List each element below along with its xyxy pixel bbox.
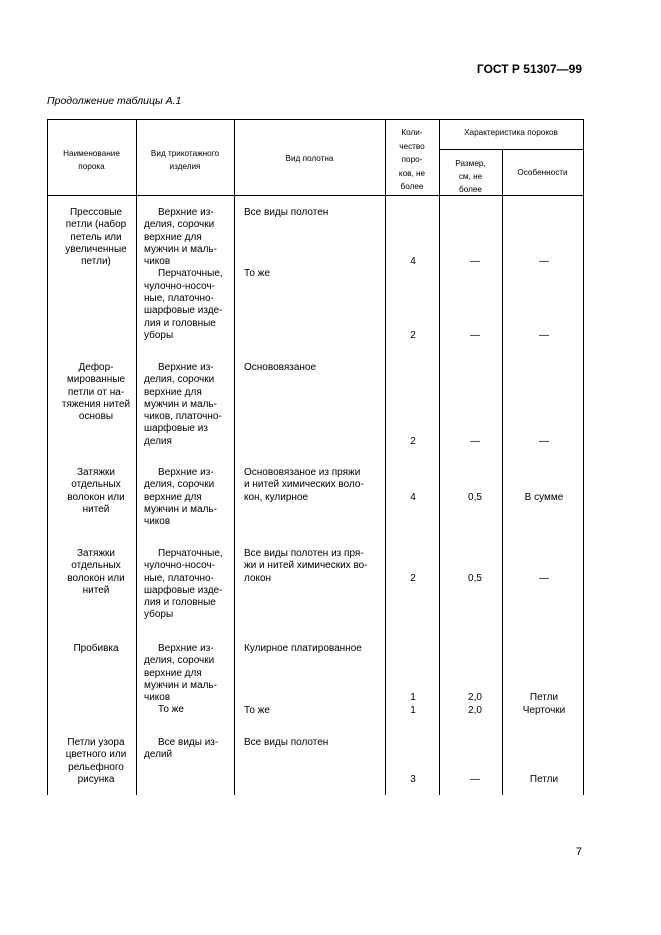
page-number: 7 <box>575 846 582 858</box>
row-count: 4 <box>410 492 416 503</box>
row-size: 0,5 <box>468 573 482 584</box>
row-count: 1 <box>410 692 416 703</box>
row-features: Черточки <box>522 705 566 716</box>
row-features: — <box>539 256 549 267</box>
header-group-divider <box>439 149 584 150</box>
table-left-border <box>47 119 48 795</box>
row-name: Прессовые петли (набор петель или увеличенные петли) <box>65 207 127 268</box>
row-count: 3 <box>410 774 416 785</box>
row-item: Верхние из- делия, сорочки верхние для мужчин и маль- чиков, платочно- шарфовые из делия <box>144 362 222 447</box>
row-count: 2 <box>410 573 416 584</box>
row-size: 2,0 <box>468 705 482 716</box>
row-size: 2,0 <box>468 692 482 703</box>
row-fabric: Кулирное платированное <box>244 643 362 654</box>
row-item: Верхние из- делия, сорочки верхние для мужчин и маль- чиков <box>144 467 217 528</box>
row-features: — <box>539 330 549 341</box>
row-features: В сумме <box>524 492 564 503</box>
header-fabric: Вид полотна <box>285 154 334 163</box>
header-item: Вид трикотажного изделия <box>150 149 220 171</box>
row-fabric: То же <box>244 268 270 279</box>
row-fabric: То же <box>244 705 270 716</box>
header-count: Коли- чество поро- ков, не более <box>398 128 426 191</box>
row-name: Петли узора цветного или рельефного рисунка <box>65 737 127 785</box>
row-features: Петли <box>529 774 559 785</box>
row-fabric: Все виды полотен из пря- жи и нитей химических во- локон <box>244 548 368 584</box>
row-fabric: Основовязаное <box>244 362 317 373</box>
row-size: — <box>470 330 480 341</box>
row-fabric: Все виды полотен <box>244 207 329 218</box>
row-count: 1 <box>410 705 416 716</box>
column-divider-fabric <box>385 119 386 795</box>
header-features: Особенности <box>517 168 568 177</box>
header-bottom-border <box>47 195 584 196</box>
row-name: Затяжки отдельных волокон или нитей <box>67 467 125 515</box>
row-count: 2 <box>410 330 416 341</box>
row-count: 4 <box>410 256 416 267</box>
header-size: Размер, см, не более <box>455 159 486 194</box>
table-top-border <box>47 119 584 120</box>
header-name: Наименование порока <box>63 149 120 171</box>
row-fabric: Основовязаное из пряжи и нитей химических воло- кон, кулирное <box>244 467 364 503</box>
row-name: Пробивка <box>73 643 119 654</box>
row-fabric: Все виды полотен <box>244 737 329 748</box>
row-size: — <box>470 436 480 447</box>
document-code: ГОСТ Р 51307—99 <box>476 62 582 76</box>
row-features: — <box>539 436 549 447</box>
row-name: Дефор- мированные петли от на- тяжения нитей основы <box>61 362 131 423</box>
row-features: — <box>539 573 549 584</box>
column-divider-count <box>439 119 440 795</box>
row-item: Верхние из- делия, сорочки верхние для мужчин и маль- чиков Перчаточные, чулочно-носоч- ные, платочно- шарфовые изде- лия и головные уборы <box>144 207 223 341</box>
row-item: Все виды из- делий <box>144 737 219 761</box>
row-name: Затяжки отдельных волокон или нитей <box>67 548 125 596</box>
row-count: 2 <box>410 436 416 447</box>
row-features: Петли <box>529 692 559 703</box>
defects-table <box>47 119 584 795</box>
row-item: Верхние из- делия, сорочки верхние для мужчин и маль- чиков То же <box>144 643 217 716</box>
row-size: 0,5 <box>468 492 482 503</box>
header-characteristics: Характеристика пороков <box>464 128 558 137</box>
row-size: — <box>470 774 480 785</box>
table-caption: Продолжение таблицы А.1 <box>47 95 182 107</box>
row-item: Перчаточные, чулочно-носоч- ные, платочно- шарфовые изде- лия и головные уборы <box>144 548 223 621</box>
row-size: — <box>470 256 480 267</box>
